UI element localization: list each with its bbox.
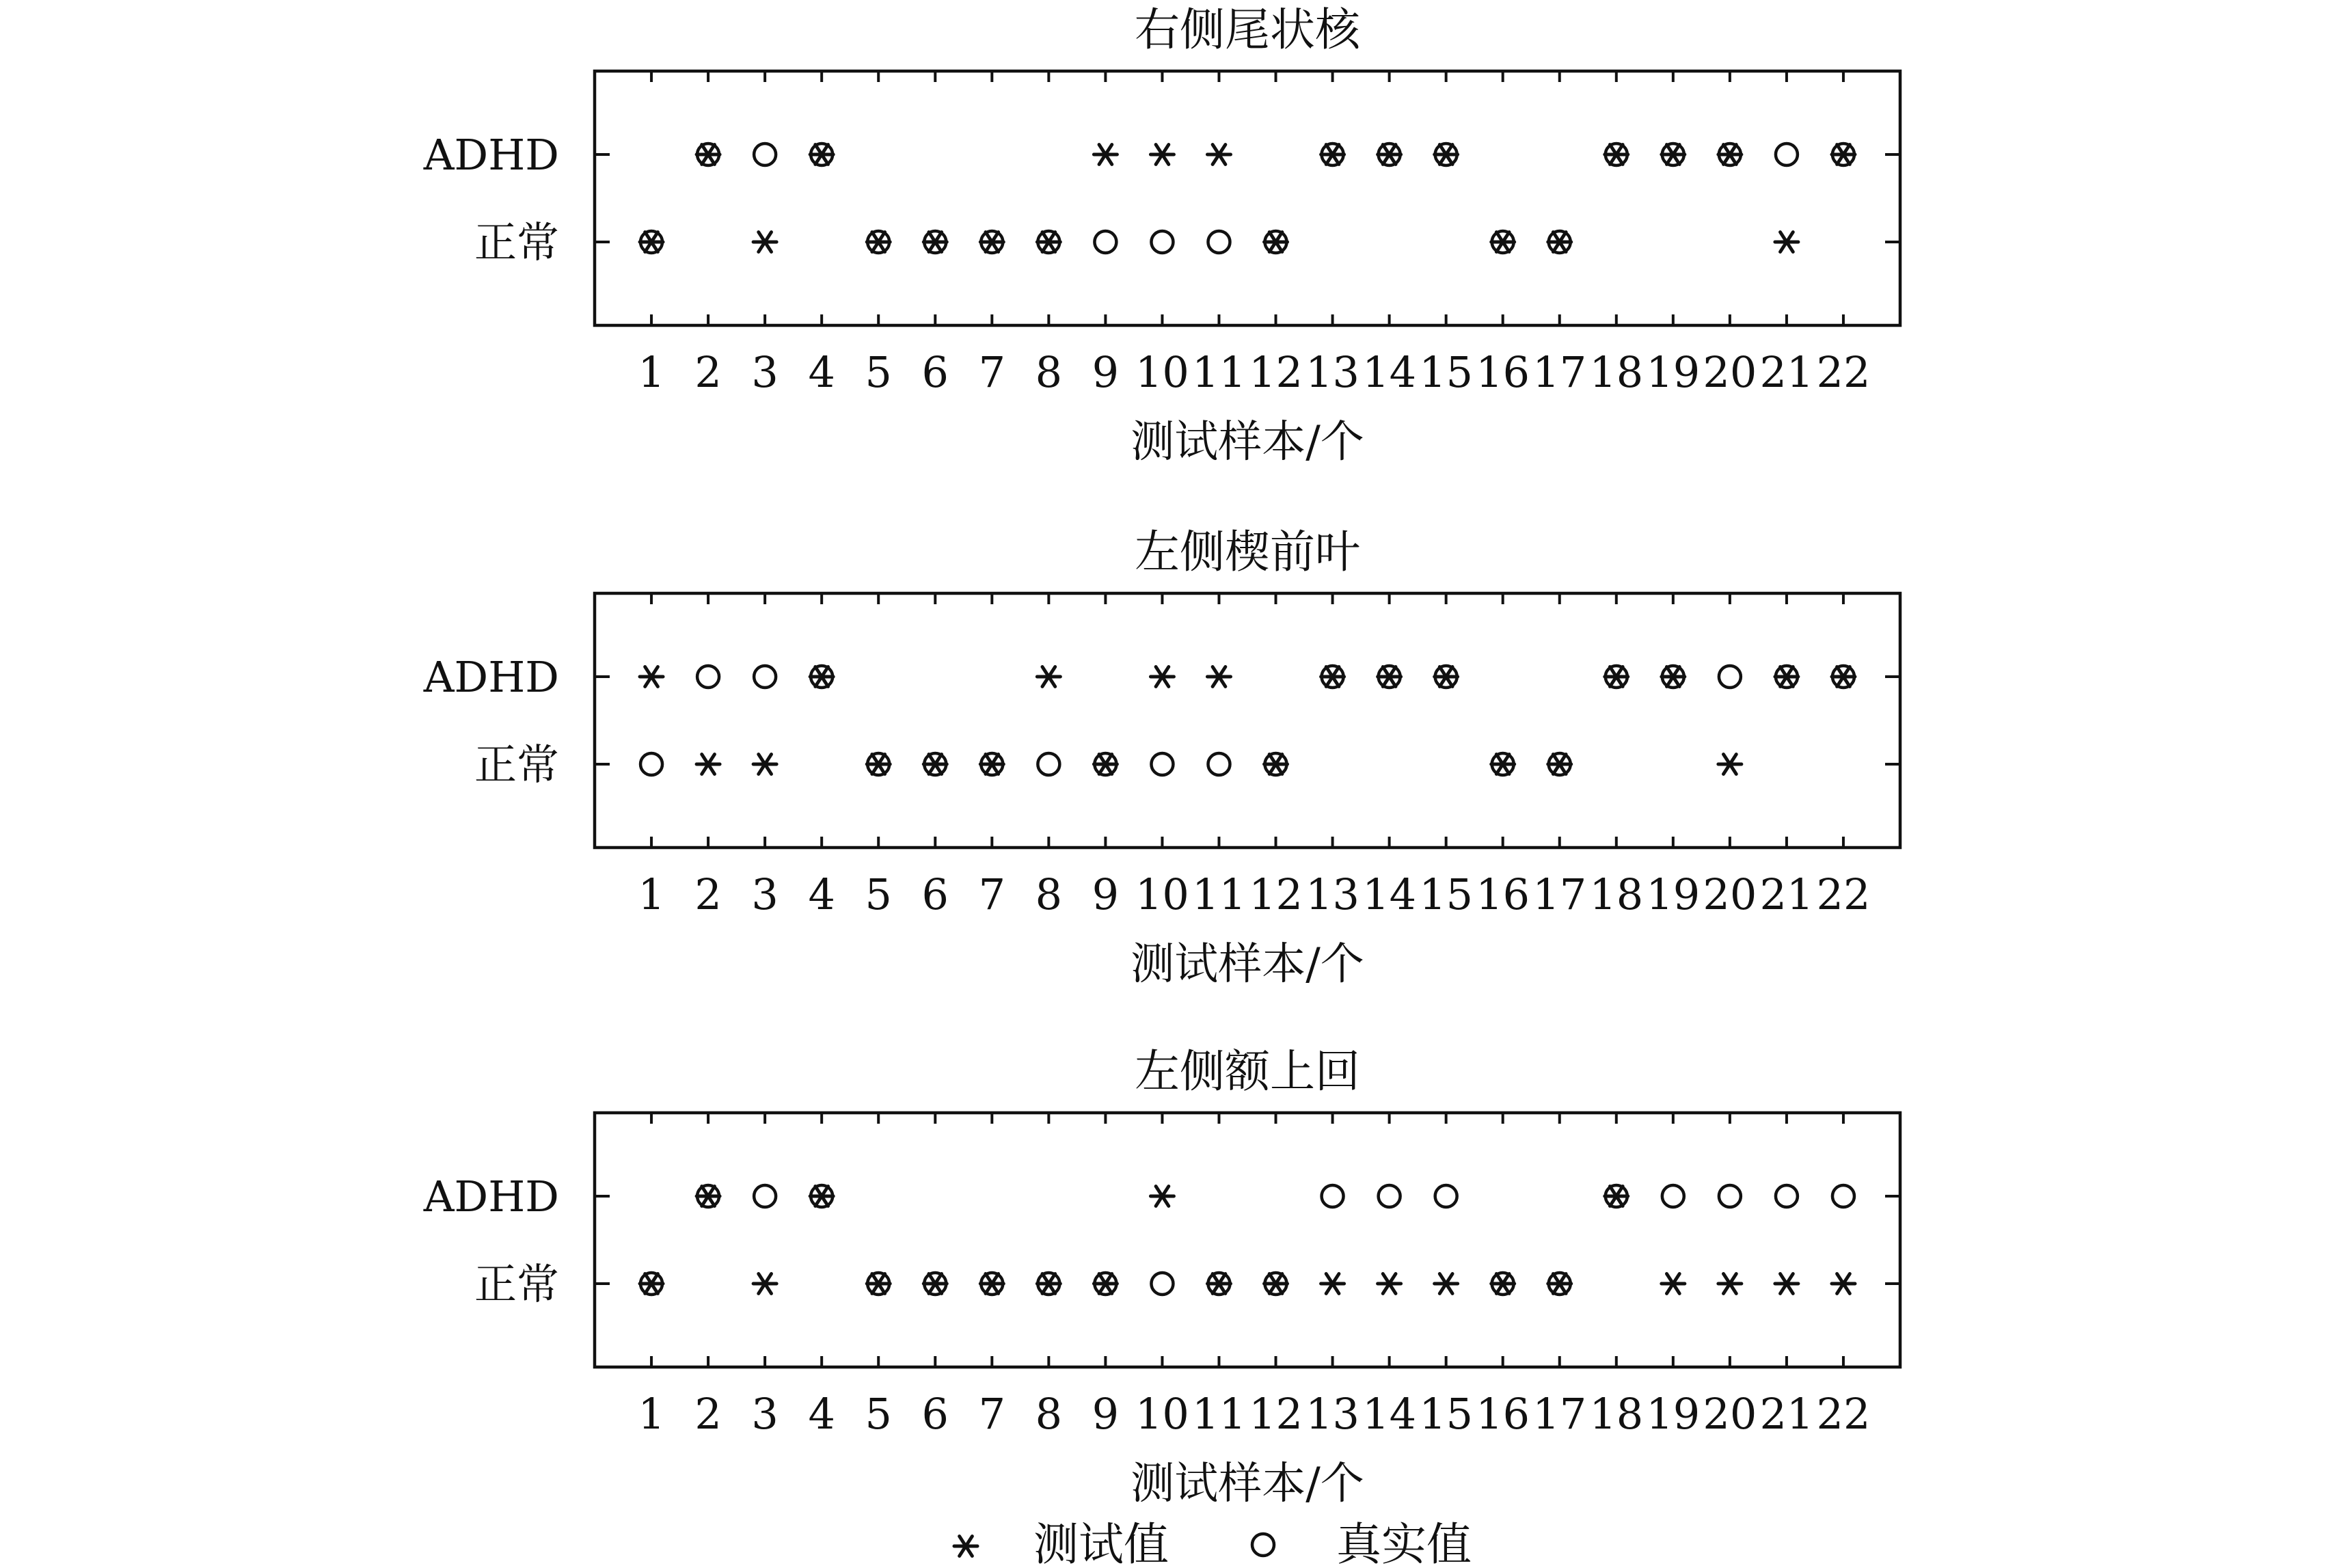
x-tick-label: 12 (1249, 869, 1303, 919)
x-tick-label: 22 (1816, 869, 1871, 919)
x-tick-label: 4 (808, 1389, 835, 1439)
x-tick-label: 16 (1476, 347, 1530, 397)
chart-title: 左侧额上回 (1135, 1045, 1360, 1098)
x-tick-label: 3 (751, 1389, 779, 1439)
predicted-point (1150, 667, 1174, 687)
actual-point (754, 666, 776, 688)
actual-point (1151, 753, 1173, 775)
y-category-label-normal: 正常 (474, 217, 559, 267)
predicted-point (1775, 232, 1798, 252)
actual-point (1208, 753, 1230, 775)
x-tick-label: 7 (978, 869, 1006, 919)
x-tick-label: 5 (865, 869, 892, 919)
actual-point (1151, 1273, 1173, 1295)
x-tick-label: 19 (1646, 1389, 1701, 1439)
x-tick-label: 21 (1759, 347, 1814, 397)
x-tick-label: 1 (638, 869, 665, 919)
chart-panel-3 (423, 1045, 1900, 1509)
x-tick-label: 6 (921, 1389, 949, 1439)
x-axis-label: 测试样本/个 (1131, 417, 1364, 468)
legend-predicted-label: 测试值 (1033, 1518, 1169, 1568)
x-tick-label: 13 (1305, 869, 1360, 919)
actual-point (697, 666, 719, 688)
legend-actual-label: 真实值 (1336, 1518, 1472, 1568)
x-tick-label: 4 (808, 347, 835, 397)
x-tick-label: 3 (751, 869, 779, 919)
x-tick-label: 20 (1703, 869, 1757, 919)
x-axis-label: 测试样本/个 (1131, 1459, 1364, 1509)
x-tick-label: 14 (1362, 869, 1417, 919)
x-tick-label: 5 (865, 347, 892, 397)
chart-panel-1 (423, 3, 1900, 468)
x-tick-label: 15 (1419, 347, 1474, 397)
x-tick-label: 15 (1419, 869, 1474, 919)
predicted-point (1718, 755, 1742, 774)
y-category-label-adhd: ADHD (423, 652, 559, 702)
chart-title: 右侧尾状核 (1135, 3, 1360, 56)
legend-star-glyph (954, 1537, 977, 1556)
y-category-label-normal: 正常 (474, 740, 559, 789)
plot-frame (595, 593, 1900, 848)
y-category-label-normal: 正常 (474, 1259, 559, 1309)
x-tick-label: 21 (1759, 1389, 1814, 1439)
x-tick-label: 20 (1703, 347, 1757, 397)
x-tick-label: 13 (1305, 347, 1360, 397)
actual-point (1322, 1185, 1344, 1207)
actual-point (1776, 1185, 1798, 1207)
predicted-point (753, 232, 776, 252)
predicted-point (1094, 145, 1117, 165)
predicted-point (1150, 145, 1174, 165)
y-category-label-adhd: ADHD (423, 1172, 559, 1221)
actual-point (1094, 231, 1116, 253)
legend-actual-marker (1252, 1534, 1274, 1556)
actual-point (1832, 1185, 1854, 1207)
plot-frame (595, 1113, 1900, 1367)
x-tick-label: 20 (1703, 1389, 1757, 1439)
x-tick-label: 7 (978, 347, 1006, 397)
predicted-point (1150, 1187, 1174, 1206)
x-tick-label: 14 (1362, 1389, 1417, 1439)
x-tick-label: 6 (921, 347, 949, 397)
x-tick-label: 5 (865, 1389, 892, 1439)
predicted-point (696, 755, 720, 774)
x-tick-label: 9 (1092, 1389, 1120, 1439)
x-tick-label: 9 (1092, 347, 1120, 397)
actual-point (1435, 1185, 1457, 1207)
x-tick-label: 8 (1035, 347, 1063, 397)
chart-panel-2 (423, 526, 1900, 990)
actual-point (1208, 231, 1230, 253)
chart-title: 左侧楔前叶 (1135, 526, 1360, 578)
x-tick-label: 13 (1305, 1389, 1360, 1439)
x-tick-label: 16 (1476, 1389, 1530, 1439)
predicted-point (1207, 667, 1230, 687)
predicted-point (1662, 1274, 1685, 1294)
x-tick-label: 2 (694, 1389, 722, 1439)
x-tick-label: 22 (1816, 1389, 1871, 1439)
x-tick-label: 12 (1249, 347, 1303, 397)
x-tick-label: 8 (1035, 869, 1063, 919)
x-tick-label: 11 (1192, 347, 1246, 397)
predicted-point (1207, 145, 1230, 165)
x-tick-label: 18 (1589, 1389, 1644, 1439)
x-tick-label: 16 (1476, 869, 1530, 919)
x-tick-label: 11 (1192, 869, 1246, 919)
x-tick-label: 4 (808, 869, 835, 919)
actual-point (640, 753, 662, 775)
predicted-point (1321, 1274, 1344, 1294)
predicted-point (753, 755, 776, 774)
x-tick-label: 12 (1249, 1389, 1303, 1439)
x-axis-label: 测试样本/个 (1131, 939, 1364, 990)
predicted-point (1832, 1274, 1855, 1294)
actual-point (1719, 1185, 1741, 1207)
x-tick-label: 9 (1092, 869, 1120, 919)
x-tick-label: 14 (1362, 347, 1417, 397)
actual-point (1776, 144, 1798, 165)
x-tick-label: 22 (1816, 347, 1871, 397)
x-tick-label: 19 (1646, 869, 1701, 919)
actual-point (1662, 1185, 1684, 1207)
actual-point (1038, 753, 1059, 775)
x-tick-label: 17 (1532, 1389, 1587, 1439)
actual-point (1719, 666, 1741, 688)
predicted-point (1378, 1274, 1401, 1294)
actual-point (1379, 1185, 1400, 1207)
x-tick-label: 10 (1135, 1389, 1189, 1439)
x-tick-label: 10 (1135, 347, 1189, 397)
x-tick-label: 19 (1646, 347, 1701, 397)
actual-point (754, 1185, 776, 1207)
chart-panels (423, 3, 1900, 1509)
predicted-point (753, 1274, 776, 1294)
x-tick-label: 8 (1035, 1389, 1063, 1439)
x-tick-label: 11 (1192, 1389, 1246, 1439)
actual-point (754, 144, 776, 165)
x-tick-label: 17 (1532, 347, 1587, 397)
x-tick-label: 15 (1419, 1389, 1474, 1439)
plot-frame (595, 71, 1900, 325)
predicted-point (1435, 1274, 1458, 1294)
predicted-point (640, 667, 663, 687)
predicted-point (1718, 1274, 1742, 1294)
x-tick-label: 1 (638, 1389, 665, 1439)
x-tick-label: 21 (1759, 869, 1814, 919)
predicted-point (1037, 667, 1060, 687)
x-tick-label: 2 (694, 347, 722, 397)
x-tick-label: 2 (694, 869, 722, 919)
x-tick-label: 18 (1589, 869, 1644, 919)
y-category-label-adhd: ADHD (423, 130, 559, 180)
x-tick-label: 7 (978, 1389, 1006, 1439)
x-tick-label: 18 (1589, 347, 1644, 397)
x-tick-label: 1 (638, 347, 665, 397)
x-tick-label: 3 (751, 347, 779, 397)
x-tick-label: 17 (1532, 869, 1587, 919)
legend (954, 1518, 1472, 1568)
actual-point (1151, 231, 1173, 253)
legend-predicted-marker (954, 1537, 977, 1556)
x-tick-label: 10 (1135, 869, 1189, 919)
predicted-point (1775, 1274, 1798, 1294)
x-tick-label: 6 (921, 869, 949, 919)
